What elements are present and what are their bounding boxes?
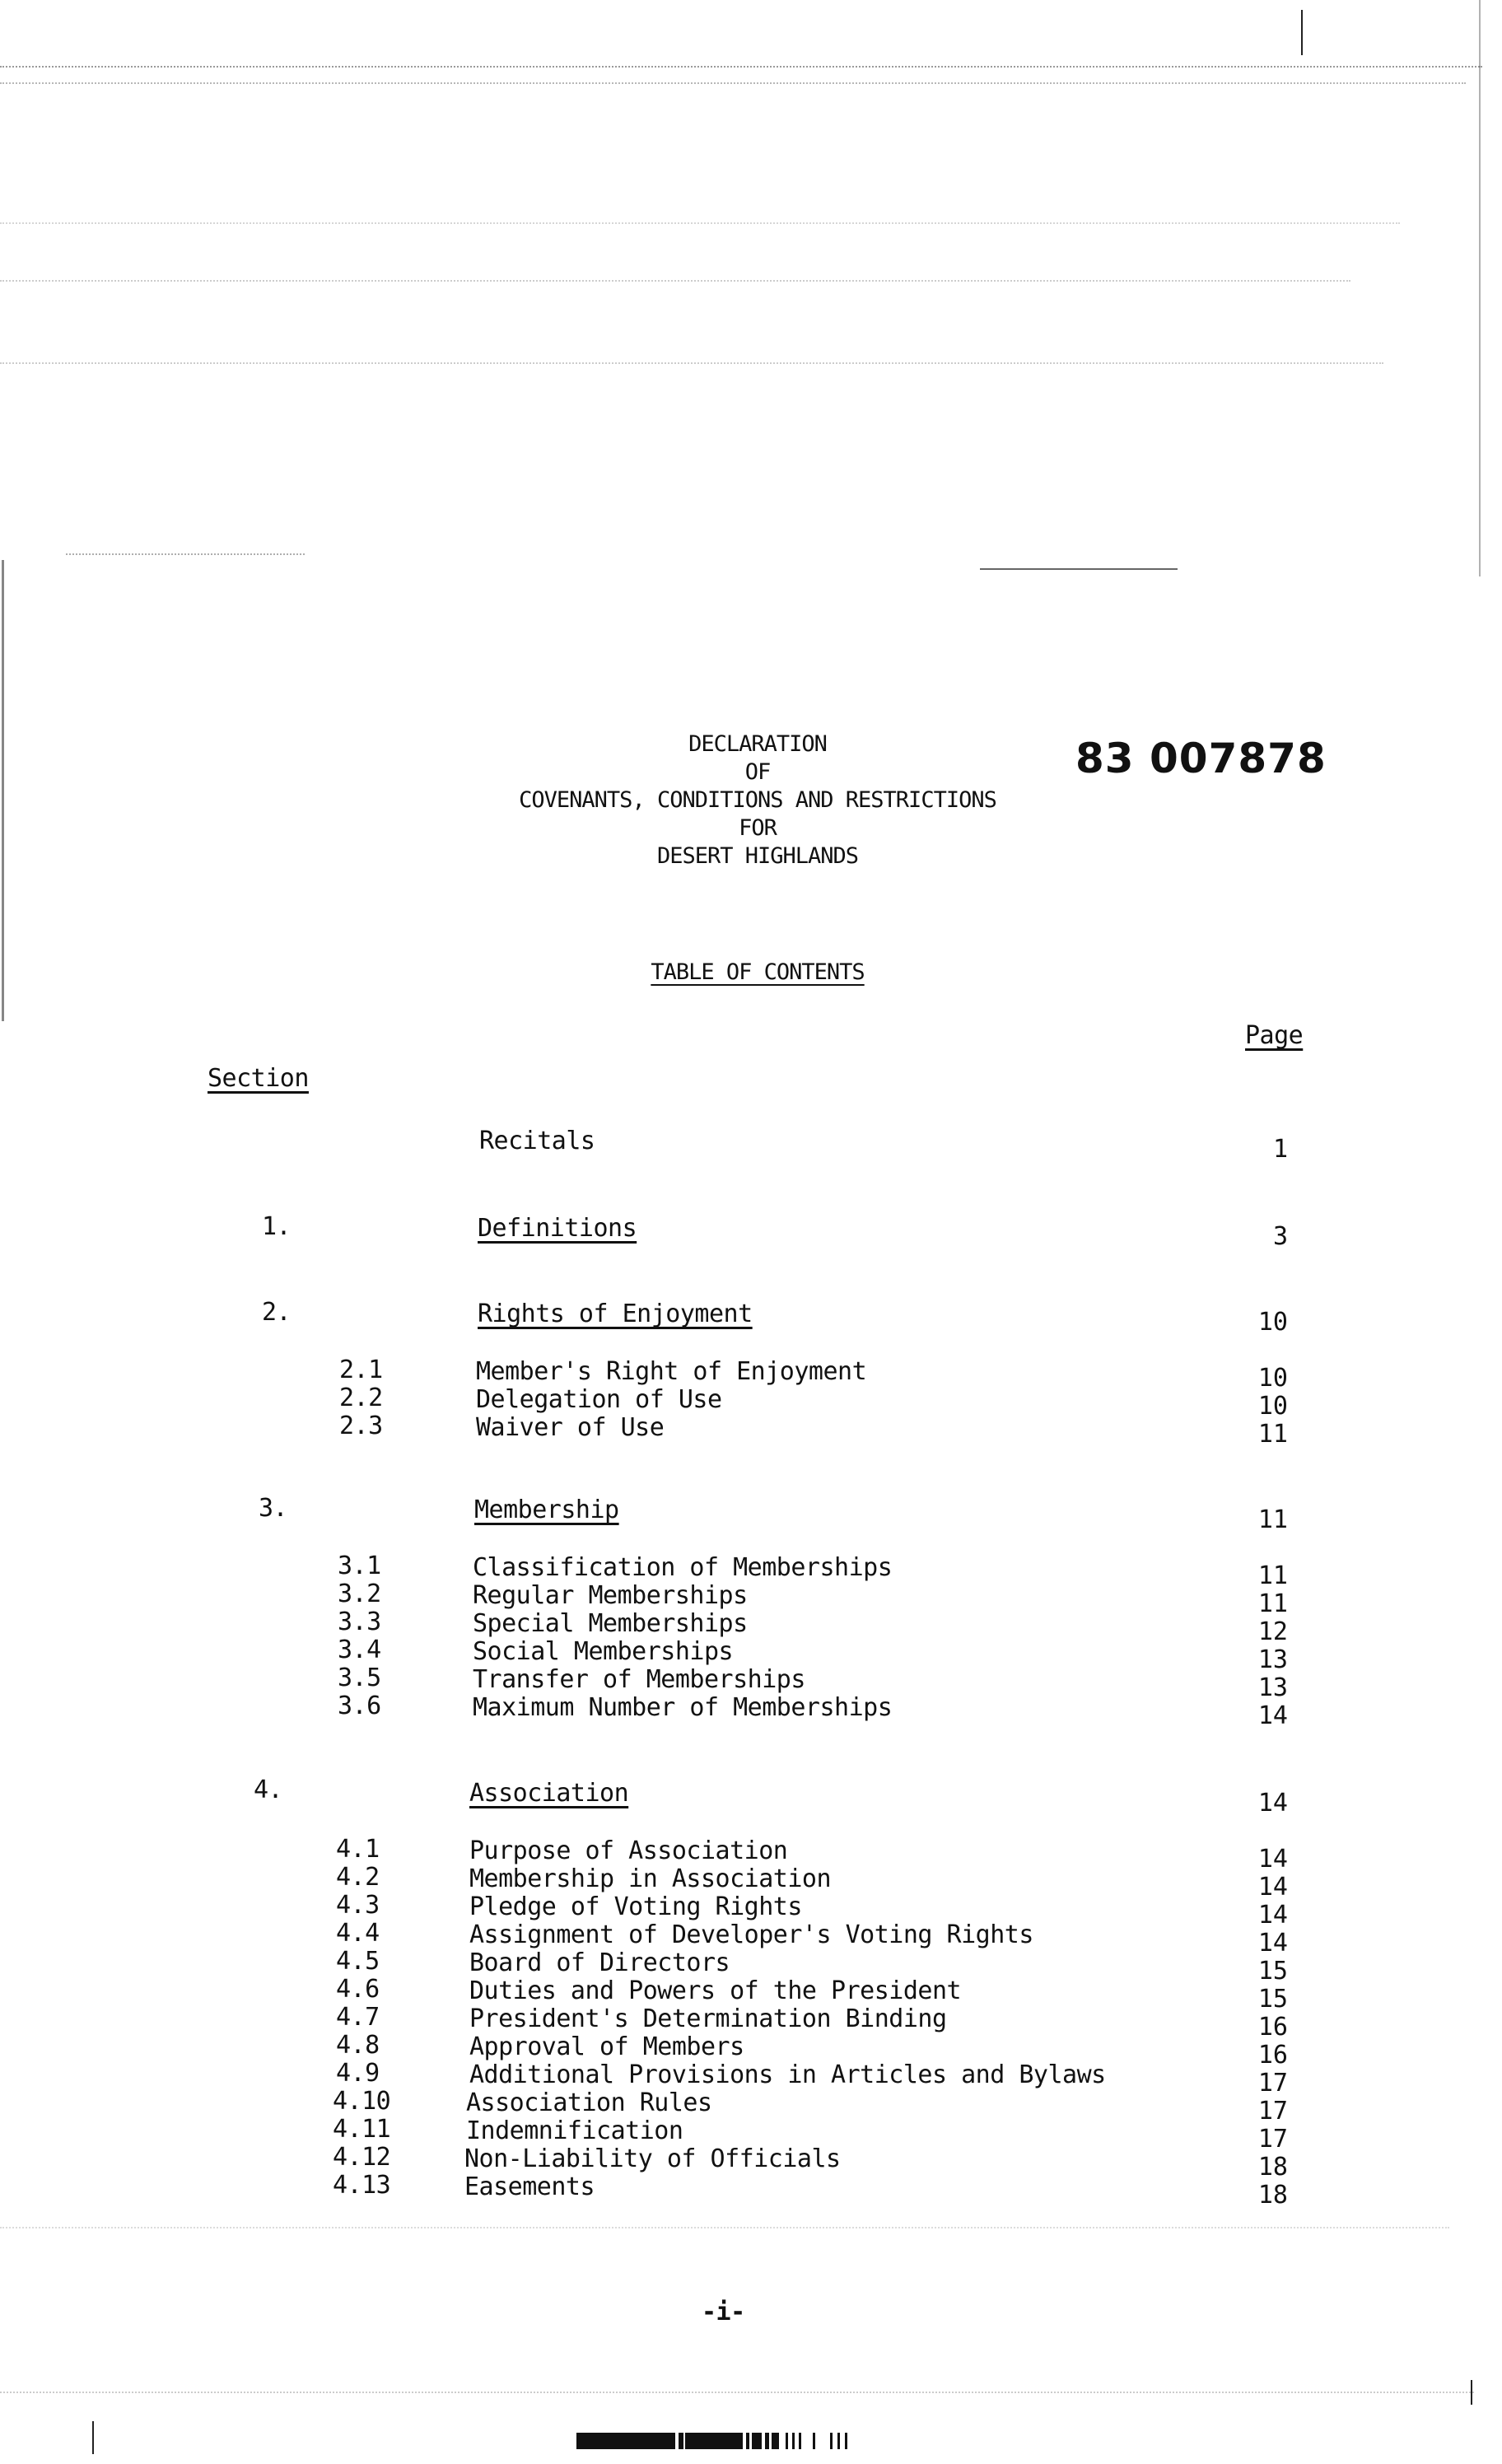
title-line-for: FOR <box>739 815 777 841</box>
section-number: 4. <box>254 1776 283 1804</box>
section-page: 10 <box>1257 1308 1288 1337</box>
subsection-title: Indemnification <box>466 2116 683 2145</box>
subsection-title: Social Memberships <box>473 1637 734 1666</box>
page-number-label: -i- <box>702 2298 745 2326</box>
page-column-header: Page <box>1245 1021 1304 1050</box>
subsection-page: 18 <box>1257 2153 1288 2182</box>
subsection-title: Pledge of Voting Rights <box>469 1892 802 1921</box>
subsection-title: Easements <box>464 2172 595 2201</box>
toc-title: TABLE OF CONTENTS <box>651 959 865 985</box>
subsection-number: 4.1 <box>336 1835 380 1864</box>
subsection-number: 3.1 <box>338 1552 381 1580</box>
section-number: 1. <box>262 1212 292 1241</box>
section-column-header: Section <box>208 1064 309 1093</box>
subsection-page: 12 <box>1257 1617 1288 1646</box>
section-number: 3. <box>259 1494 288 1523</box>
subsection-title: Waiver of Use <box>476 1413 665 1442</box>
section-title: Rights of Enjoyment <box>478 1300 753 1328</box>
subsection-page: 10 <box>1257 1364 1288 1393</box>
toc-entry-page: 1 <box>1272 1135 1288 1164</box>
title-line-desert-highlands: DESERT HIGHLANDS <box>656 843 859 869</box>
section-title: Association <box>469 1779 629 1808</box>
section-title: Definitions <box>478 1214 637 1243</box>
subsection-number: 4.4 <box>336 1919 380 1948</box>
subsection-number: 3.2 <box>338 1580 381 1608</box>
subsection-number: 2.3 <box>339 1412 383 1440</box>
title-line-of: OF <box>744 759 771 785</box>
subsection-number: 4.13 <box>333 2171 391 2200</box>
subsection-page: 15 <box>1257 1985 1288 2014</box>
title-line-declaration: DECLARATION <box>688 731 827 757</box>
subsection-number: 4.8 <box>336 2031 380 2060</box>
subsection-page: 17 <box>1257 2125 1288 2154</box>
subsection-page: 14 <box>1257 1901 1288 1930</box>
subsection-number: 2.2 <box>339 1384 383 1412</box>
subsection-number: 3.4 <box>338 1636 381 1664</box>
subsection-page: 11 <box>1257 1589 1288 1618</box>
section-page: 11 <box>1257 1505 1288 1534</box>
subsection-page: 15 <box>1257 1957 1288 1986</box>
subsection-title: President's Determination Binding <box>469 2004 947 2033</box>
section-page: 14 <box>1257 1789 1288 1818</box>
section-title: Membership <box>474 1496 619 1524</box>
section-page: 3 <box>1272 1222 1288 1251</box>
subsection-number: 4.7 <box>336 2003 380 2032</box>
subsection-title: Non-Liability of Officials <box>464 2144 841 2173</box>
subsection-page: 14 <box>1257 1845 1288 1874</box>
subsection-page: 10 <box>1257 1392 1288 1421</box>
subsection-number: 4.12 <box>333 2143 391 2172</box>
subsection-number: 4.5 <box>336 1947 380 1976</box>
subsection-title: Maximum Number of Memberships <box>473 1693 893 1722</box>
subsection-number: 3.6 <box>338 1692 381 1720</box>
subsection-title: Membership in Association <box>469 1864 832 1893</box>
subsection-number: 4.3 <box>336 1891 380 1920</box>
subsection-number: 4.2 <box>336 1863 380 1892</box>
subsection-number: 4.6 <box>336 1975 380 2004</box>
subsection-title: Regular Memberships <box>473 1581 748 1610</box>
subsection-title: Purpose of Association <box>469 1836 788 1865</box>
subsection-title: Delegation of Use <box>476 1385 722 1414</box>
subsection-number: 4.10 <box>333 2087 391 2116</box>
subsection-title: Additional Provisions in Articles and Bylaws <box>469 2060 1106 2089</box>
subsection-number: 2.1 <box>339 1356 383 1384</box>
subsection-title: Assignment of Developer's Voting Rights <box>469 1920 1033 1949</box>
subsection-number: 3.5 <box>338 1664 381 1692</box>
subsection-page: 13 <box>1257 1673 1288 1702</box>
subsection-title: Board of Directors <box>469 1948 730 1977</box>
subsection-page: 17 <box>1257 2097 1288 2126</box>
subsection-page: 14 <box>1257 1873 1288 1902</box>
title-line-covenants: COVENANTS, CONDITIONS AND RESTRICTIONS <box>519 787 996 813</box>
subsection-title: Transfer of Memberships <box>473 1665 805 1694</box>
subsection-number: 3.3 <box>338 1608 381 1636</box>
subsection-title: Duties and Powers of the President <box>469 1976 962 2005</box>
subsection-page: 13 <box>1257 1645 1288 1674</box>
subsection-page: 14 <box>1257 1701 1288 1730</box>
subsection-page: 11 <box>1257 1561 1288 1590</box>
subsection-title: Association Rules <box>466 2088 712 2117</box>
barcode-strip <box>576 2433 847 2449</box>
subsection-title: Approval of Members <box>469 2032 744 2061</box>
subsection-page: 16 <box>1257 2013 1288 2042</box>
section-number: 2. <box>262 1298 292 1327</box>
subsection-title: Special Memberships <box>473 1609 748 1638</box>
subsection-page: 18 <box>1257 2181 1288 2210</box>
subsection-page: 16 <box>1257 2041 1288 2070</box>
subsection-page: 17 <box>1257 2069 1288 2098</box>
subsection-title: Classification of Memberships <box>473 1553 893 1582</box>
subsection-page: 11 <box>1257 1420 1288 1449</box>
subsection-title: Member's Right of Enjoyment <box>476 1357 867 1386</box>
subsection-page: 14 <box>1257 1929 1288 1958</box>
document-number-stamp: 83 007878 <box>1075 735 1327 782</box>
subsection-number: 4.11 <box>333 2115 391 2144</box>
subsection-number: 4.9 <box>336 2059 380 2088</box>
toc-entry-title: Recitals <box>479 1127 595 1155</box>
